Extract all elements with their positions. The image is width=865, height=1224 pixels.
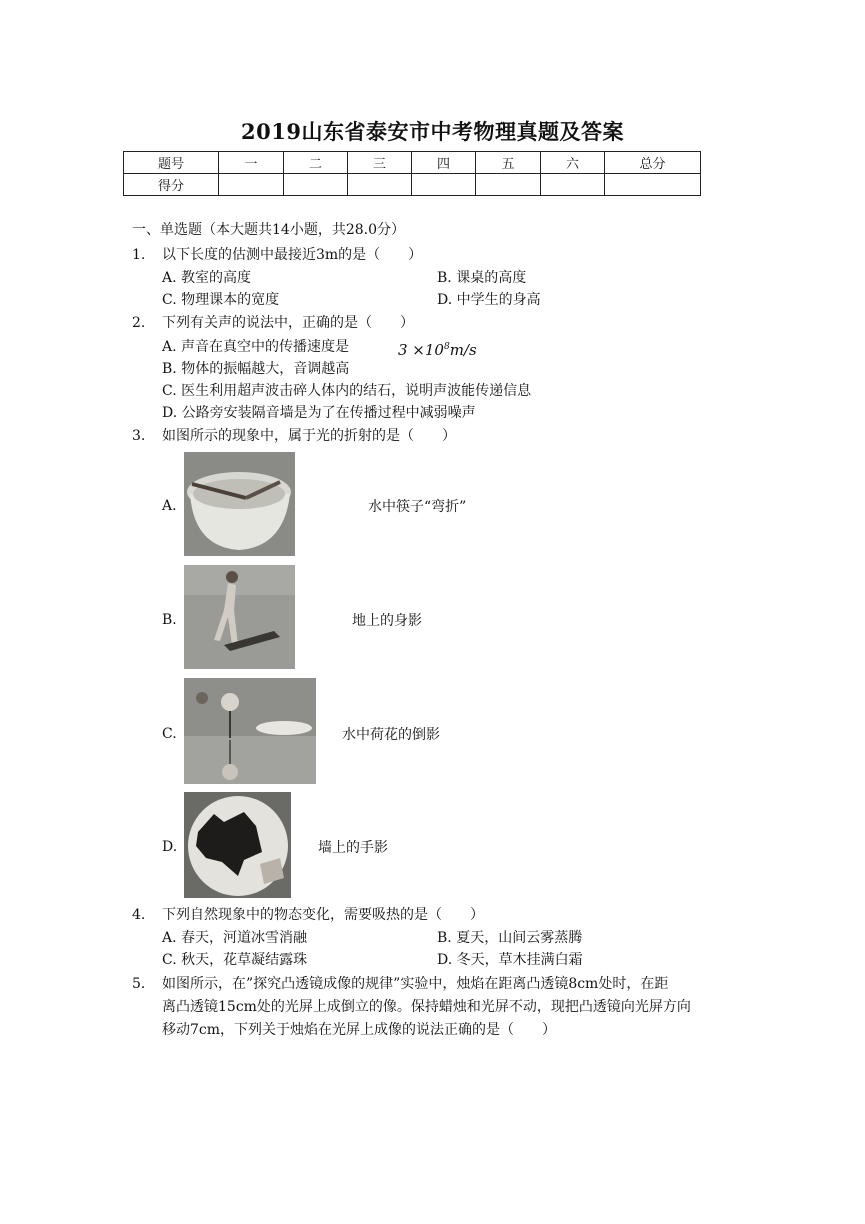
score-header-cell: 五 bbox=[476, 152, 541, 174]
score-cell bbox=[476, 174, 541, 196]
score-header-cell: 六 bbox=[541, 152, 605, 174]
page-title: 2019山东省泰安市中考物理真题及答案 bbox=[241, 119, 624, 144]
option-d-caption: 墙上的手影 bbox=[318, 840, 388, 856]
question-text: 下列自然现象中的物态变化，需要吸热的是（ ） bbox=[162, 907, 484, 923]
question-text: 如图所示的现象中，属于光的折射的是（ ） bbox=[162, 428, 456, 444]
score-header-cell: 四 bbox=[412, 152, 476, 174]
score-header-cell: 总分 bbox=[605, 152, 701, 174]
score-header-cell: 一 bbox=[219, 152, 284, 174]
score-cell bbox=[219, 174, 284, 196]
question-number: 5. bbox=[132, 976, 146, 992]
score-cell bbox=[348, 174, 412, 196]
lotus-reflection-icon bbox=[184, 678, 316, 784]
formula-unit: m/s bbox=[449, 341, 477, 359]
score-header-cell: 题号 bbox=[124, 152, 219, 174]
option-d: D. 冬天，草木挂满白霜 bbox=[437, 952, 583, 968]
score-table-score-row bbox=[124, 174, 701, 196]
option-a-label: A. bbox=[162, 498, 177, 514]
score-cell bbox=[412, 174, 476, 196]
option-b: B. 物体的振幅越大，音调越高 bbox=[162, 361, 350, 377]
question-text: 以下长度的估测中最接近3m的是（ ） bbox=[162, 247, 423, 263]
question-text-line: 离凸透镜15cm处的光屏上成倒立的像。保持蜡烛和光屏不动，现把凸透镜向光屏方向 bbox=[162, 999, 691, 1015]
question-text: 下列有关声的说法中，正确的是（ ） bbox=[162, 315, 414, 331]
score-cell bbox=[541, 174, 605, 196]
option-b: B. 夏天，山间云雾蒸腾 bbox=[437, 930, 583, 946]
option-d-label: D. bbox=[162, 839, 178, 855]
option-b-caption: 地上的身影 bbox=[352, 613, 422, 629]
score-row-label: 得分 bbox=[124, 174, 219, 196]
score-header-cell: 三 bbox=[348, 152, 412, 174]
question-text-line: 如图所示，在”探究凸透镜成像的规律”实验中，烛焰在距离凸透镜8cm处时，在距 bbox=[162, 976, 669, 992]
option-b: B. 课桌的高度 bbox=[437, 270, 527, 286]
option-a-caption: 水中筷子“弯折” bbox=[368, 499, 467, 515]
hand-shadow-icon bbox=[184, 792, 291, 898]
question-number: 1. bbox=[132, 247, 146, 263]
option-c: C. 秋天，花草凝结露珠 bbox=[162, 952, 308, 968]
option-a: A. 教室的高度 bbox=[162, 270, 252, 286]
question-number: 4. bbox=[132, 907, 146, 923]
question-number: 3. bbox=[132, 428, 146, 444]
formula-exponent: 8 bbox=[443, 342, 450, 352]
score-table bbox=[123, 151, 701, 196]
option-a: A. 声音在真空中的传播速度是 bbox=[162, 339, 350, 355]
option-c-label: C. bbox=[162, 726, 177, 742]
score-cell bbox=[605, 174, 701, 196]
question-number: 2. bbox=[132, 315, 146, 331]
option-d: D. 公路旁安装隔音墙是为了在传播过程中减弱噪声 bbox=[162, 405, 476, 421]
option-c-caption: 水中荷花的倒影 bbox=[342, 727, 440, 743]
option-b-label: B. bbox=[162, 612, 177, 628]
chopsticks-bowl-icon bbox=[184, 452, 295, 556]
option-c: C. 医生利用超声波击碎人体内的结石，说明声波能传递信息 bbox=[162, 383, 532, 399]
score-cell bbox=[284, 174, 348, 196]
option-a: A. 春天，河道冰雪消融 bbox=[162, 930, 308, 946]
option-c: C. 物理课本的宽度 bbox=[162, 292, 280, 308]
score-table-header-row bbox=[124, 152, 701, 174]
person-shadow-icon bbox=[184, 565, 295, 669]
option-d: D. 中学生的身高 bbox=[437, 292, 541, 308]
score-header-cell: 二 bbox=[284, 152, 348, 174]
formula-base: 3 ×10 bbox=[398, 341, 444, 359]
section-heading: 一、单选题（本大题共14小题，共28.0分） bbox=[132, 222, 405, 238]
speed-formula bbox=[398, 337, 477, 360]
question-text-line: 移动7cm，下列关于烛焰在光屏上成像的说法正确的是（ ） bbox=[162, 1022, 557, 1038]
